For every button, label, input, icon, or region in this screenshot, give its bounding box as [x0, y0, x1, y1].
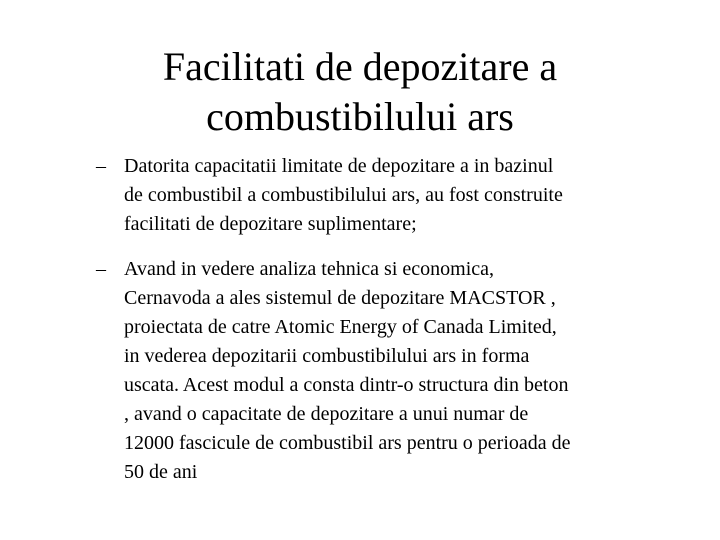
bullet-dash-icon: – — [96, 155, 106, 177]
title-line: combustibilului ars — [206, 94, 514, 139]
bullet-line: , avand o capacitate de depozitare a unui numar de — [124, 403, 529, 425]
bullet-line: Datorita capacitatii limitate de depozitare a in bazinul — [124, 155, 554, 177]
bullet-line: facilitati de depozitare suplimentare; — [124, 213, 417, 235]
bullet-line: 50 de ani — [124, 461, 198, 483]
slide-title — [60, 42, 660, 142]
bullet-item-storage-capacity — [96, 152, 686, 239]
bullet-line: Cernavoda a ales sistemul de depozitare MACSTOR , — [124, 287, 556, 309]
bullet-line: 12000 fascicule de combustibil ars pentru o perioada de — [124, 432, 571, 454]
bullet-line: de combustibil a combustibilului ars, au fost construite — [124, 184, 563, 206]
title-line: Facilitati de depozitare a — [162, 44, 558, 89]
bullet-list — [96, 152, 686, 487]
bullet-line: uscata. Acest modul a consta dintr-o structura din beton — [124, 374, 569, 396]
bullet-line: in vederea depozitarii combustibilului ars in forma — [124, 345, 530, 367]
bullet-dash-icon: – — [96, 258, 106, 280]
bullet-item-macstor — [96, 255, 686, 487]
bullet-line: Avand in vedere analiza tehnica si economica, — [124, 258, 495, 280]
bullet-line: proiectata de catre Atomic Energy of Canada Limited, — [124, 316, 557, 338]
